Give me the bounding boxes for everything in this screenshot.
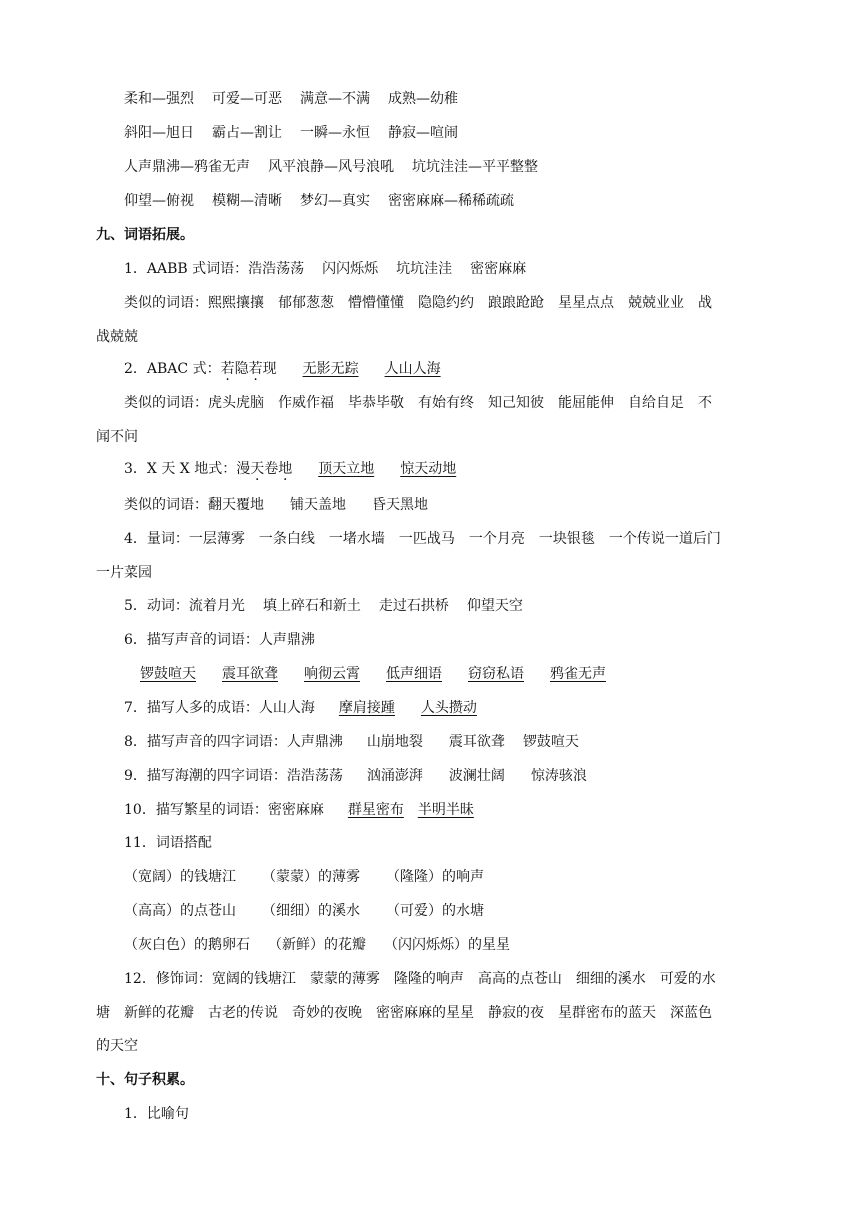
word: 山崩地裂 [366, 734, 423, 750]
antonym-pair: 斜阳—旭日 [124, 125, 194, 141]
word: 波澜壮阔 [448, 768, 505, 784]
item-label: 1．AABB 式词语： [124, 261, 249, 277]
item-4-measure-words-line-1: 4．量词：一层薄雾 一条白线 一堵水墙 一匹战马 一个月亮 一块银毯 一个传说一道后门 [124, 531, 721, 547]
item-12-line-1: 12．修饰词：宽阔的钱塘江 蒙蒙的薄雾 隆隆的响声 高高的点苍山 细细的溪水 可爱的水 [124, 971, 716, 987]
collocation: （宽阔）的钱塘江 [124, 869, 236, 885]
antonym-pair: 坑坑洼洼—平平整整 [412, 159, 538, 175]
item-label: 5．动词： [124, 598, 189, 614]
antonym-pair: 柔和—强烈 [124, 91, 194, 107]
item-label: 9．描写海潮的四字词语：浩浩荡荡 [124, 768, 343, 784]
word-dotted: 若隐若现 [220, 361, 277, 377]
antonym-pair: 模糊—清晰 [212, 193, 282, 209]
antonym-pair: 风平浪静—风号浪吼 [268, 159, 394, 175]
antonym-pair: 成熟—幼稚 [388, 91, 458, 107]
item-11-row-2 [124, 901, 484, 921]
item-6-label: 6．描写声音的词语：人声鼎沸 [124, 632, 315, 648]
word: 坑坑洼洼 [396, 261, 453, 277]
item-8-sound [124, 732, 579, 752]
word: 填上碎石和新土 [262, 598, 361, 614]
item-11-label: 11．词语搭配 [124, 835, 212, 851]
word: 走过石拱桥 [378, 598, 449, 614]
answer-word: 半明半昧 [417, 802, 474, 818]
antonym-line-4 [124, 191, 514, 211]
item-6-answers [140, 664, 606, 684]
word: 铺天盖地 [290, 497, 346, 513]
answer-word: 摩肩接踵 [338, 700, 395, 716]
item-label: 2．ABAC 式： [124, 361, 221, 377]
word: 震耳欲聋 [448, 734, 505, 750]
item-label: 类似的词语： [124, 497, 208, 513]
item-11-row-1 [124, 867, 484, 887]
antonym-pair: 人声鼎沸—鸦雀无声 [124, 159, 250, 175]
antonym-pair: 静寂—喧闹 [388, 125, 458, 141]
antonym-pair: 仰望—俯视 [124, 193, 194, 209]
word: 流着月光 [188, 598, 245, 614]
word: 闪闪烁烁 [322, 261, 379, 277]
item-4-measure-words-line-2: 一片菜园 [96, 565, 152, 581]
answer-word: 惊天动地 [400, 461, 457, 477]
word-dotted: 漫天卷地 [236, 461, 293, 477]
answer-word: 响彻云霄 [304, 666, 360, 682]
collocation: （闪闪烁烁）的星星 [384, 937, 510, 953]
item-3-xtianxdi [124, 459, 456, 479]
answer-word: 锣鼓喧天 [140, 666, 196, 682]
antonym-pair: 一瞬—永恒 [300, 125, 370, 141]
answer-word: 震耳欲聋 [222, 666, 278, 682]
section-9-heading: 九、词语拓展。 [96, 227, 194, 243]
antonym-pair: 密密麻麻—稀稀疏疏 [388, 193, 514, 209]
collocation: （新鲜）的花瓣 [268, 937, 366, 953]
item-2-similar-line-2: 闻不问 [96, 429, 138, 445]
item-7-crowd [124, 698, 477, 718]
antonym-pair: 梦幻—真实 [300, 193, 370, 209]
word: 锣鼓喧天 [522, 734, 579, 750]
item-label: 10．描写繁星的词语：密密麻麻 [124, 802, 324, 818]
answer-word: 鸦雀无声 [550, 666, 606, 682]
antonym-pair: 霸占—割让 [212, 125, 282, 141]
item-12-line-3: 的天空 [96, 1038, 138, 1054]
collocation: （隆隆）的响声 [386, 869, 484, 885]
antonym-line-1 [124, 89, 458, 109]
item-1-aabb [124, 259, 526, 279]
item-2-abac [124, 359, 441, 379]
word: 密密麻麻 [470, 261, 527, 277]
item-11-row-3 [124, 935, 510, 955]
item-10-stars [124, 800, 474, 820]
section-10-item-1: 1．比喻句 [124, 1106, 189, 1122]
collocation: （蒙蒙）的薄雾 [262, 869, 360, 885]
answer-word: 窃窃私语 [468, 666, 524, 682]
section-10-heading: 十、句子积累。 [96, 1072, 194, 1088]
answer-word: 人头攒动 [420, 700, 477, 716]
item-12-line-2: 塘 新鲜的花瓣 古老的传说 奇妙的夜晚 密密麻麻的星星 静寂的夜 星群密布的蓝天 深蓝色 [96, 1005, 712, 1021]
answer-word: 顶天立地 [318, 461, 375, 477]
item-2-similar-line-1: 类似的词语：虎头虎脑 作威作福 毕恭毕敬 有始有终 知己知彼 能屈能伸 自给自足 不 [124, 395, 712, 411]
answer-word: 群星密布 [347, 802, 404, 818]
word: 翻天覆地 [208, 497, 264, 513]
word: 惊涛骇浪 [530, 768, 587, 784]
item-label: 3．X 天 X 地式： [124, 461, 237, 477]
collocation: （高高）的点苍山 [124, 903, 236, 919]
answer-word: 低声细语 [386, 666, 442, 682]
word: 昏天黑地 [372, 497, 428, 513]
answer-word: 无影无踪 [302, 361, 359, 377]
antonym-pair: 满意—不满 [300, 91, 370, 107]
collocation: （灰白色）的鹅卵石 [124, 937, 250, 953]
item-9-tide [124, 766, 587, 786]
item-label: 7．描写人多的成语：人山人海 [124, 700, 315, 716]
item-1-similar-line-2: 战兢兢 [96, 329, 138, 345]
word: 浩浩荡荡 [248, 261, 305, 277]
word: 仰望天空 [466, 598, 523, 614]
item-3-similar [124, 495, 428, 515]
antonym-pair: 可爱—可恶 [212, 91, 282, 107]
item-5-verbs [124, 596, 523, 616]
answer-word: 人山人海 [384, 361, 441, 377]
collocation: （可爱）的水塘 [386, 903, 484, 919]
antonym-line-2 [124, 123, 458, 143]
item-1-similar-line-1: 类似的词语：熙熙攘攘 郁郁葱葱 懵懵懂懂 隐隐约约 踉踉跄跄 星星点点 兢兢业业 战 [124, 295, 712, 311]
collocation: （细细）的溪水 [262, 903, 360, 919]
antonym-line-3 [124, 157, 538, 177]
word: 汹涌澎湃 [366, 768, 423, 784]
item-label: 8．描写声音的四字词语：人声鼎沸 [124, 734, 343, 750]
